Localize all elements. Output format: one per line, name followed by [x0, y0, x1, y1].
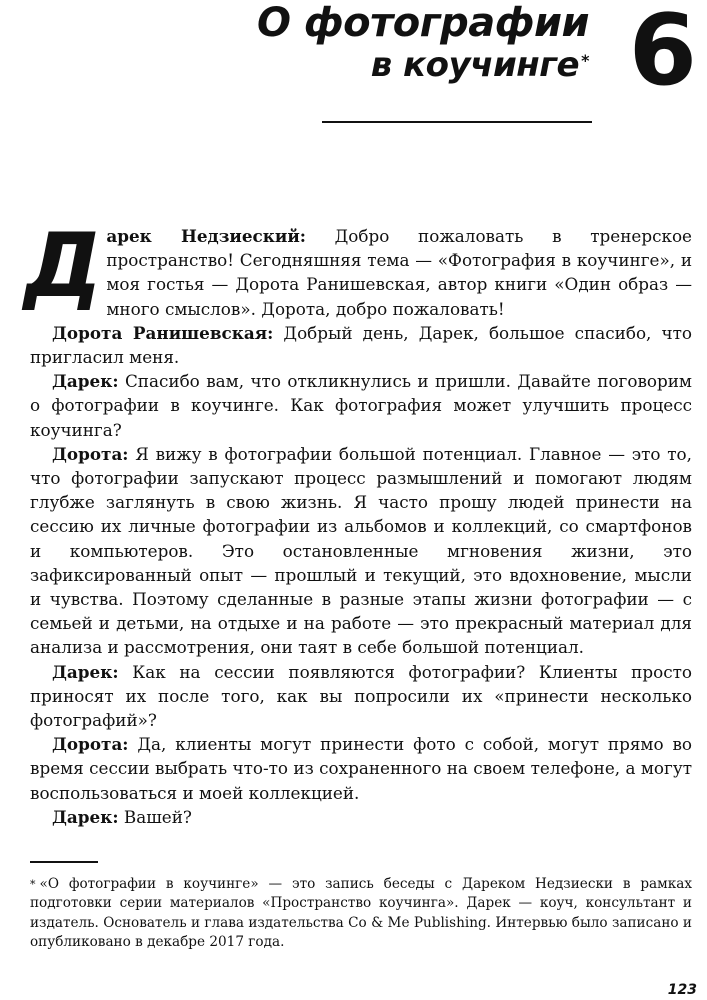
paragraph-text: Я вижу в фотографии большой потенциал. Главное — это то, что фотографии запускают процесс размышлений и помогают людям глубже заглянуть в свою жизнь. Я часто прошу людей принести на сессию их личные фотографии из альбомов и коллекций, со смартфонов и компьютеров. Это остановленные мгновения жизни, это зафиксированный опыт — прошлый и текущий, это вдохновение, мысли и чувства. Поэтому сделанные в разные этапы жизни фотографии — с семьей и детьми, на отдыхе и на работе — это прекрасный материал для анализа и рассмотрения, они таят в себе большой потенциал.: [30, 443, 692, 658]
paragraph-text: Добрый день, Дарек, большое спасибо, что пригласил меня.: [30, 322, 692, 368]
paragraph-text: Добро пожаловать в тренерское пространство! Сегодняшняя тема — «Фотография в коучинге», и моя гостья — Дорота Ранишевская, автор книги «Один образ — много смыслов». Дорота, добро пожаловать!: [106, 226, 692, 319]
speaker-name: Дарек:: [52, 806, 119, 827]
paragraph: [30, 732, 692, 805]
footnote-paragraph: [30, 875, 692, 952]
paragraph-text: Вашей?: [118, 806, 192, 827]
footnote-divider: [30, 861, 98, 863]
chapter-title-line2: [257, 46, 589, 85]
page-number: 123: [667, 982, 697, 998]
speaker-name: Дорота:: [52, 734, 129, 755]
speaker-name: Дорота:: [52, 443, 129, 464]
paragraph-text: Как на сессии появляются фотографии? Клиенты просто приносят их после того, как вы попросили их «принести несколько фотографий»?: [30, 661, 692, 731]
chapter-title-line1: О фотографии: [256, 0, 589, 46]
speaker-name: Дарек:: [52, 661, 119, 682]
paragraph: [30, 805, 692, 829]
chapter-title-line2-text: в коучинге: [370, 45, 580, 85]
paragraph: [30, 321, 692, 369]
speaker-name: Дарек:: [52, 371, 119, 392]
paragraph-text: Да, клиенты могут принести фото с собой, могут прямо во время сессии выбрать что-то из сохраненного на своем телефоне, а могут воспользоваться и моей коллекцией.: [30, 734, 692, 803]
paragraph: [30, 660, 692, 733]
drop-cap: Д: [24, 214, 103, 317]
paragraph: [30, 369, 692, 442]
speaker-name: арек Недзиеский:: [106, 226, 306, 246]
paragraph-text: Спасибо вам, что откликнулись и пришли. Давайте поговорим о фотографии в коучинге. Как фотография может улучшить процесс коучинга?: [30, 371, 692, 440]
paragraph: [30, 442, 692, 660]
title-divider: [322, 121, 592, 123]
body-text: [24, 214, 692, 829]
speaker-name: Дорота Ранишевская:: [52, 322, 274, 343]
paragraph: [24, 214, 692, 321]
footnote-mark: *: [30, 878, 36, 891]
footnote-text: «О фотографии в коучинге» — это запись беседы с Дареком Недзиески в рамках подготовки серии материалов «Пространство коучинга». Дарек — коуч, консультант и издатель. Основатель и глава издательства Co & Me Publishing. Интервью было записано и опубликовано в декабре 2017 года.: [30, 876, 692, 950]
footnote: [30, 875, 692, 952]
chapter-number: 6: [628, 0, 697, 108]
footnote-reference-mark: *: [581, 51, 589, 70]
chapter-title: [257, 0, 589, 85]
